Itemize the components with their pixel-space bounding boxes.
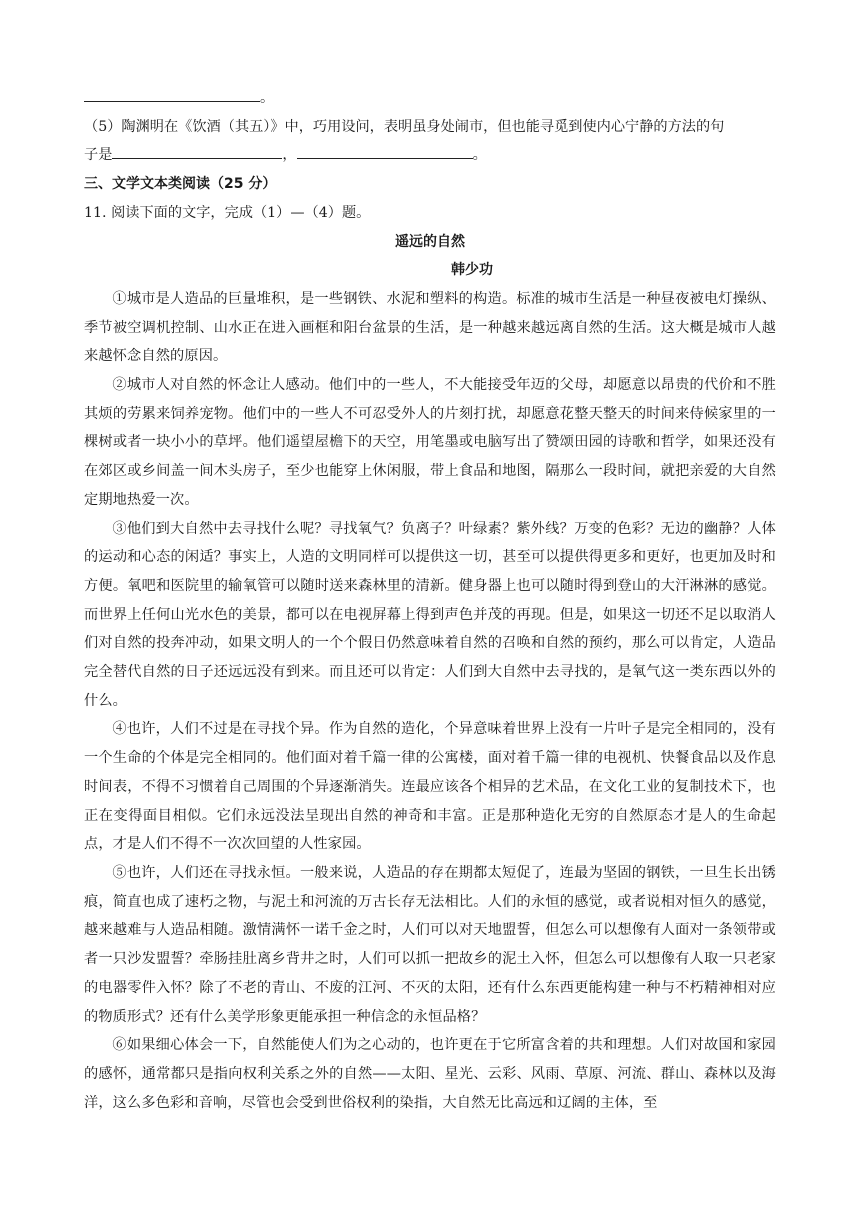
answer-blank[interactable]: [297, 142, 473, 159]
paragraph: ⑥如果细心体会一下，自然能使人们为之心动的，也许更在于它所富含着的共和理想。人们对故国和家园的感怀，通常都只是指向权利关系之外的自然——太阳、星光、云彩、风雨、草原、河流、群山、森林以及海洋，这么多色彩和音响，尽管也会受到世俗权利的染指，大自然无比高远和辽阔的主体，至: [84, 1037, 776, 1111]
q5-prompt-line1: （5）陶渊明在《饮酒（其五）》中，巧用设问，表明虽身处闹市，但也能寻觅到使内心宁静的方法的句: [84, 118, 725, 135]
article-author: 韩少功: [451, 262, 493, 279]
answer-blank[interactable]: [84, 85, 260, 102]
paragraph: ①城市是人造品的巨量堆积，是一些钢铁、水泥和塑料的构造。标准的城市生活是一种昼夜被电灯操纵、季节被空调机控制、山水正在进入画框和阳台盆景的生活，是一种越来越远离自然的生活。这大概是城市人越来越怀念自然的原因。: [84, 290, 776, 365]
exam-page: [84, 84, 776, 1117]
article-title: 遥远的自然: [395, 233, 465, 250]
paragraph: ④也许，人们不过是在寻找个异。作为自然的造化，个异意味着世界上没有一片叶子是完全相同的，没有一个生命的个体是完全相同的。他们面对着千篇一律的公寓楼，面对着千篇一律的电视机、快餐食品以及作息时间表，不得不习惯着自己周围的个异逐渐消失。连最应该各个相异的艺术品，在文化工业的复制技术下，也正在变得面目相似。它们永远没法呈现出自然的神奇和丰富。正是那种造化无穷的自然原态才是人的生命起点，才是人们不得不一次次回望的人性家园。: [84, 721, 776, 853]
paragraph: ⑤也许，人们还在寻找永恒。一般来说，人造品的存在期都太短促了，连最为坚固的钢铁，一旦生长出锈痕，简直也成了速朽之物，与泥土和河流的万古长存无法相比。人们的永恒的感觉，或者说相对恒久的感觉，越来越难与人造品相随。激情满怀一诺千金之时，人们可以对天地盟誓，但怎么可以想像有人面对一条领带或者一只沙发盟誓？牵肠挂肚离乡背井之时，人们可以抓一把故乡的泥土入怀，但怎么可以想像有人取一只老家的电器零件入怀？除了不老的青山、不废的江河、不灭的太阳，还有什么东西更能构建一种与不朽精神相对应的物质形式？还有什么美学形象更能承担一种信念的永恒品格？: [84, 864, 776, 1025]
q5-separator: ，: [282, 147, 297, 164]
q5-end: 。: [472, 147, 487, 164]
question-prompt: 11. 阅读下面的文字，完成（1）—（4）题。: [84, 204, 371, 221]
section-heading: 三、文学文本类阅读（25 分）: [84, 176, 277, 193]
q5-prefix: 子是: [84, 147, 113, 164]
paragraph: ②城市人对自然的怀念让人感动。他们中的一些人，不大能接受年迈的父母，却愿意以昂贵的代价和不胜其烦的劳累来饲养宠物。他们中的一些人不可忍受外人的片刻打扰，却愿意花整天整天的时间来侍候家里的一棵树或者一块小小的草坪。他们遥望屋檐下的天空，用笔墨或电脑写出了赞颂田园的诗歌和哲学，如果还没有在郊区或乡间盖一间木头房子，至少也能穿上休闲服，带上食品和地图，隔那么一段时间，就把亲爱的大自然定期地热爱一次。: [84, 377, 776, 508]
paragraph: ③他们到大自然中去寻找什么呢？寻找氧气？负离子？叶绿素？紫外线？万变的色彩？无边的幽静？人体的运动和心态的闲适？事实上，人造的文明同样可以提供这一切，甚至可以提供得更多和更好，也更加及时和方便。氧吧和医院里的输氧管可以随时送来森林里的清新。健身器上也可以随时得到登山的大汗淋淋的感觉。而世界上任何山光水色的美景，都可以在电视屏幕上得到声色并茂的再现。但是，如果这一切还不足以取消人们对自然的投奔冲动，如果文明人的一个个假日仍然意味着自然的召唤和自然的预约，那么可以肯定，人造品完全替代自然的日子还远远没有到来。而且还可以肯定：人们到大自然中去寻找的，是氧气这一类东西以外的什么。: [84, 520, 776, 709]
answer-blank[interactable]: [112, 142, 282, 159]
q4-tail: 。: [260, 90, 275, 106]
q4-answer-line: [84, 84, 776, 113]
q5-prompt-line2: [84, 141, 776, 170]
